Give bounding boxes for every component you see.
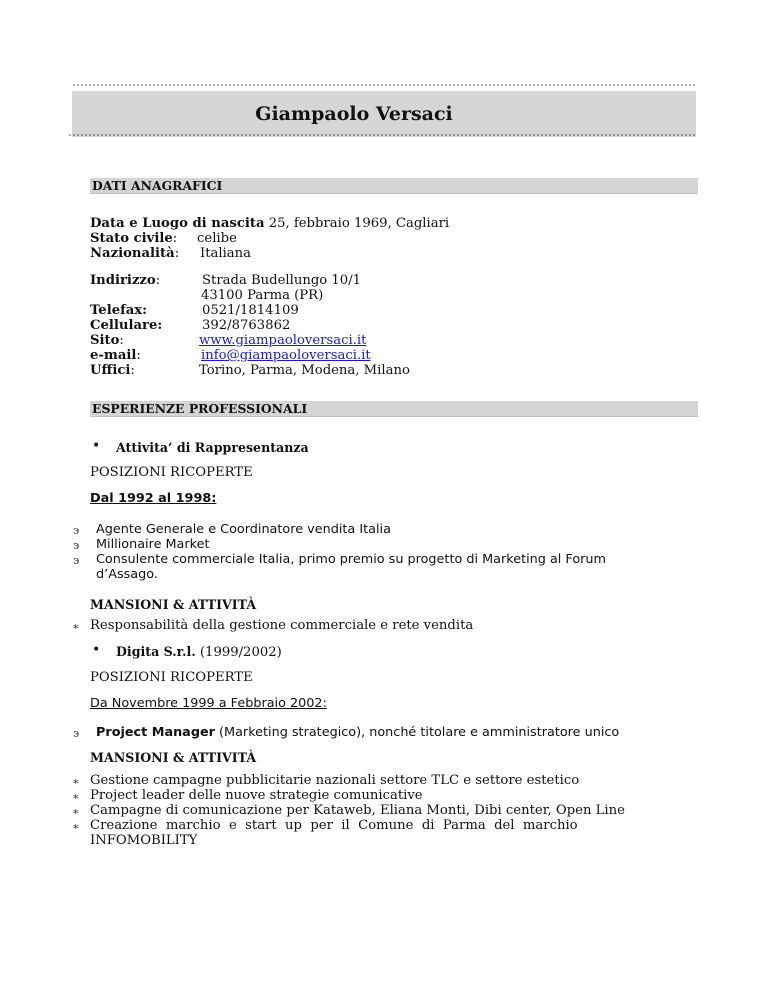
duty-marker-icon: ∗ bbox=[72, 820, 80, 833]
experience2-duties-label: MANSIONI & ATTIVITÀ bbox=[90, 750, 257, 765]
bottom-dotted-rule bbox=[68, 132, 696, 138]
offices-line bbox=[90, 363, 135, 378]
duty-marker-icon: ∗ bbox=[72, 805, 80, 818]
duty-marker-icon: ∗ bbox=[72, 620, 80, 633]
role-marker-icon: ϶ bbox=[73, 524, 80, 537]
address-colon: : bbox=[155, 273, 161, 288]
nationality-value: Italiana bbox=[200, 246, 252, 261]
experience1-duties-label: MANSIONI & ATTIVITÀ bbox=[90, 597, 257, 612]
address-line2: 43100 Parma (PR) bbox=[201, 288, 324, 303]
email-label: e-mail bbox=[90, 348, 137, 363]
experience1-period-text: Dal 1992 al 1998: bbox=[90, 491, 217, 506]
address-line1: Strada Budellungo 10/1 bbox=[202, 273, 362, 288]
experience1-role-3: Consulente commerciale Italia, primo premio su progetto di Marketing al Forum bbox=[96, 552, 606, 567]
experience1-positions-label: POSIZIONI RICOPERTE bbox=[90, 465, 253, 480]
experience2-duty-4-cont: INFOMOBILITY bbox=[90, 833, 198, 848]
email-link[interactable]: info@giampaoloversaci.it bbox=[201, 348, 371, 363]
birth-line bbox=[90, 216, 449, 231]
offices-value: Torino, Parma, Modena, Milano bbox=[199, 363, 410, 378]
experience2-duty-3: Campagne di comunicazione per Kataweb, Eliana Monti, Dibi center, Open Line bbox=[90, 803, 625, 818]
birth-label: Data e Luogo di nascita bbox=[90, 216, 265, 231]
experience2-role-rest: (Marketing strategico), nonché titolare e amministratore unico bbox=[214, 725, 620, 740]
experience2-duty-2: Project leader delle nuove strategie comunicative bbox=[90, 788, 423, 803]
birth-value: 25, febbraio 1969, Cagliari bbox=[264, 216, 450, 231]
duty-marker-icon: ∗ bbox=[72, 775, 80, 788]
nationality-label: Nazionalità bbox=[90, 246, 175, 261]
bullet-icon: • bbox=[92, 642, 101, 658]
experience1-role-1: Agente Generale e Coordinatore vendita Italia bbox=[96, 522, 391, 537]
site-line bbox=[90, 333, 124, 348]
civil-line bbox=[90, 231, 177, 246]
email-colon: : bbox=[136, 348, 141, 363]
experience1-role-3-cont: d’Assago. bbox=[96, 567, 158, 582]
site-label: Sito bbox=[90, 333, 120, 348]
role-marker-icon: ϶ bbox=[73, 554, 80, 567]
experience2-period-text: Da Novembre 1999 a Febbraio 2002: bbox=[90, 696, 327, 711]
mobile-label: Cellulare: bbox=[90, 318, 163, 333]
civil-label: Stato civile bbox=[90, 231, 173, 246]
site-colon: : bbox=[119, 333, 124, 348]
experience1-title: Attivita’ di Rappresentanza bbox=[116, 440, 309, 455]
phone-value: 0521/1814109 bbox=[202, 303, 299, 318]
experience2-period bbox=[90, 696, 327, 711]
duty-marker-icon: ∗ bbox=[72, 790, 80, 803]
civil-value: celibe bbox=[197, 231, 237, 246]
mobile-value: 392/8763862 bbox=[202, 318, 291, 333]
role-marker-icon: ϶ bbox=[73, 727, 80, 740]
experience2-positions-label: POSIZIONI RICOPERTE bbox=[90, 670, 253, 685]
offices-label: Uffici bbox=[90, 363, 131, 378]
civil-colon: : bbox=[172, 231, 178, 246]
bullet-icon: • bbox=[92, 438, 101, 454]
section-header-esperienze: ESPERIENZE PROFESSIONALI bbox=[90, 401, 698, 417]
top-dotted-rule bbox=[72, 82, 696, 88]
experience2-duty-4: Creazione marchio e start up per il Comune di Parma del marchio bbox=[90, 818, 578, 833]
page-title: Giampaolo Versaci bbox=[255, 103, 453, 125]
site-link[interactable]: www.giampaoloversaci.it bbox=[199, 333, 367, 348]
address-label: Indirizzo bbox=[90, 273, 156, 288]
experience1-period bbox=[90, 491, 216, 506]
experience2-years: (1999/2002) bbox=[195, 645, 282, 660]
nationality-line bbox=[90, 246, 179, 261]
experience2-title-line bbox=[116, 644, 282, 660]
address-line bbox=[90, 273, 160, 288]
experience2-title: Digita S.r.l. bbox=[116, 644, 196, 659]
experience1-role-2: Millionaire Market bbox=[96, 537, 210, 552]
experience2-role bbox=[96, 725, 619, 740]
experience1-duty-1: Responsabilità della gestione commerciale e rete vendita bbox=[90, 618, 474, 633]
experience2-duty-1: Gestione campagne pubblicitarie nazionali settore TLC e settore estetico bbox=[90, 773, 580, 788]
phone-label: Telefax: bbox=[90, 303, 148, 318]
nationality-colon: : bbox=[174, 246, 180, 261]
email-line bbox=[90, 348, 141, 363]
role-marker-icon: ϶ bbox=[73, 539, 80, 552]
experience2-role-bold: Project Manager bbox=[96, 725, 215, 740]
section-header-dati-anagrafici: DATI ANAGRAFICI bbox=[90, 178, 698, 194]
offices-colon: : bbox=[130, 363, 135, 378]
